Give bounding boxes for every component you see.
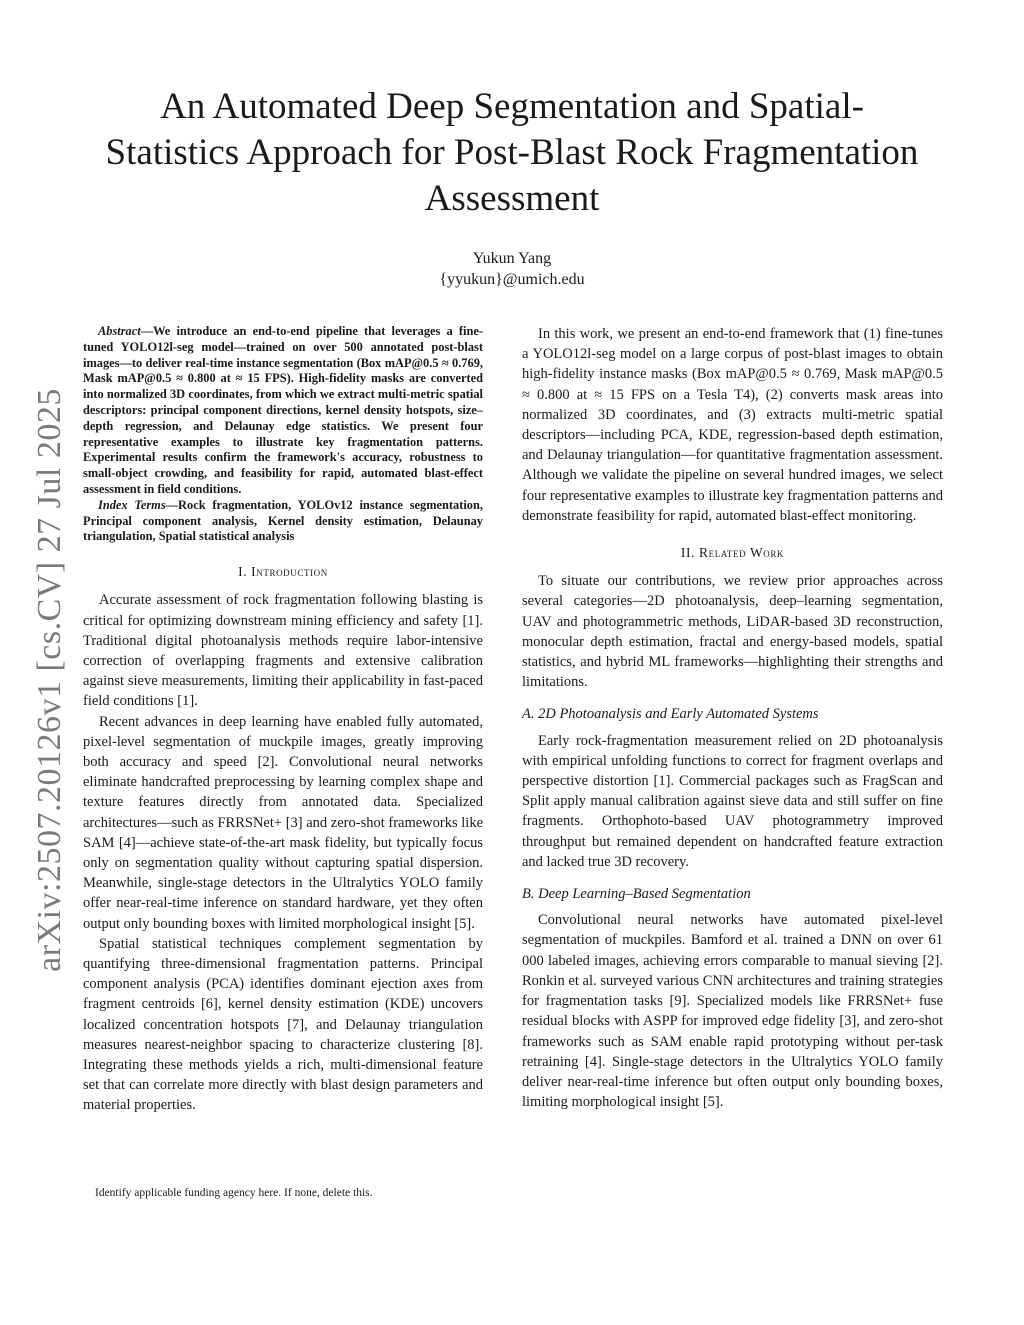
index-terms [83,498,483,545]
intro-heading: I. Introduction [238,564,328,580]
paper-title: An Automated Deep Segmentation and Spatial-Statistics Approach for Post-Blast Rock Fragmentation Assessment [105,86,919,219]
intro-paragraph: Accurate assessment of rock fragmentation following blasting is critical for optimizing downstream mining efficiency and safety [1]. Traditional digital photoanalysis methods require labor-intensive correction of overlapping fragments and extensive calibration against sieve measurements, limiting their applicability in fast-paced field conditions [1]. [83,592,483,710]
index-terms-label: Index Terms [98,497,166,512]
related-work-paragraph: To situate our contributions, we review prior approaches across several categories—2D photoanalysis, deep–learning segmentation, UAV and photogrammetric methods, LiDAR-based 3D reconstruction, monocular depth estimation, fractal and energy-based models, spatial statistics, and hybrid ML frameworks—highlighting their strengths and limitations. [522,573,943,691]
arxiv-stamp [20,380,80,980]
subsection-a-heading: A. 2D Photoanalysis and Early Automated Systems [522,706,819,723]
intro-paragraph: Spatial statistical techniques complement segmentation by quantifying three-dimensional fragmentation patterns. Principal component analysis (PCA) identifies dominant ejection axes from fragment centroids [6], kernel density estimation (KDE) uncovers localized concentration hotspots [7], and Delaunay triangulation measures nearest-neighbor spacing to characterize clustering [8]. Integrating these methods yields a rich, multi-dimensional feature set that can correlate more directly with blast design parameters and material properties. [83,935,483,1114]
abstract [83,324,483,498]
index-terms-text: —Rock fragmentation, YOLOv12 instance segmentation, Principal component analysis, Kernel density estimation, Delaunay triangulation, Spatial statistical analysis [83,497,483,544]
arxiv-stamp-text: arXiv:2507.20126v1 [cs.CV] 27 Jul 2025 [31,388,68,972]
subsection-a-paragraph: Early rock-fragmentation measurement relied on 2D photoanalysis with empirical unfolding functions to correct for fragment overlaps and perspective distortion [1]. Commercial packages such as FragScan and Split apply manual calibration against sieve data and still suffer on fine fragments. Orthophoto-based UAV photogrammetry improved throughput but remained dependent on handcrafted feature extraction and lacked true 3D recovery. [522,732,943,870]
author-email: {yyukun}@umich.edu [439,271,585,288]
left-column [83,324,483,1116]
intro-paragraph: Recent advances in deep learning have enabled fully automated, pixel-level segmentation of muckpile images, greatly improving both accuracy and speed [2]. Convolutional neural networks eliminate handcrafted preprocessing by learning complex shape and texture features directly from annotated data. Specialized architectures—such as FRRSNet+ [3] and zero-shot frameworks like SAM [4]—achieve state-of-the-art mask fidelity, but typically focus only on segmentation quality without capturing spatial dispersion. Meanwhile, single-stage detectors in the Ultralytics YOLO family offer near-real-time inference on standard hardware, yet they often output only bounding boxes with limited morphological insight [5]. [83,713,483,932]
footnote: Identify applicable funding agency here. If none, delete this. [95,1187,373,1199]
intro-contribution-paragraph: In this work, we present an end-to-end framework that (1) fine-tunes a YOLO12l-seg model on a large corpus of post-blast images to obtain high-fidelity instance masks (Box mAP@0.5 ≈ 0.769, Mask mAP@0.5 ≈ 0.800 at ≈ 15 FPS on a Tesla T4), (2) converts mask areas into normalized 3D coordinates, and (3) extracts multi-metric spatial descriptors—including PCA, KDE, regression-based depth estimation, and Delaunay triangulation—for quantitative fragmentation assessment. Although we validate the pipeline on several hundred images, we select four representative examples to illustrate key fragmentation patterns and demonstrate feasibility for rapid, automated blast-effect monitoring. [522,326,943,524]
subsection-b-paragraph: Convolutional neural networks have automated pixel-level segmentation of muckpiles. Bamford et al. trained a DNN on over 61 000 labeled images, achieving errors comparable to manual sieving [2]. Ronkin et al. surveyed various CNN architectures and training strategies for fragmentation tasks [9]. Specialized models like FRRSNet+ fuse residual blocks with ASPP for improved edge fidelity [3], and zero-shot frameworks such as SAM enable rapid prototyping without per-task retraining [4]. Single-stage detectors in the Ultralytics YOLO family deliver near-real-time inference but often output only bounding boxes, limiting morphological insight [5]. [522,912,943,1111]
author-name: Yukun Yang [472,250,552,267]
abstract-label: Abstract [98,324,141,338]
related-work-heading: II. Related Work [680,545,785,561]
right-column [522,324,943,1112]
abstract-text: —We introduce an end-to-end pipeline that leverages a fine-tuned YOLO12l-seg model—trained on over 500 annotated post-blast images—to deliver real-time instance segmentation (Box mAP@0.5 ≈ 0.769, Mask mAP@0.5 ≈ 0.800 at ≈ 15 FPS). High-fidelity masks are converted into normalized 3D coordinates, from which we extract multi-metric spatial descriptors: principal component directions, kernel density hotspots, size–depth regression, and Delaunay edge statistics. We present four representative examples to illustrate key fragmentation patterns. Experimental results confirm the framework's accuracy, robustness to small-object crowding, and feasibility for rapid, automated blast-effect assessment in field conditions. [83,324,483,496]
subsection-b-heading: B. Deep Learning–Based Segmentation [522,886,751,903]
